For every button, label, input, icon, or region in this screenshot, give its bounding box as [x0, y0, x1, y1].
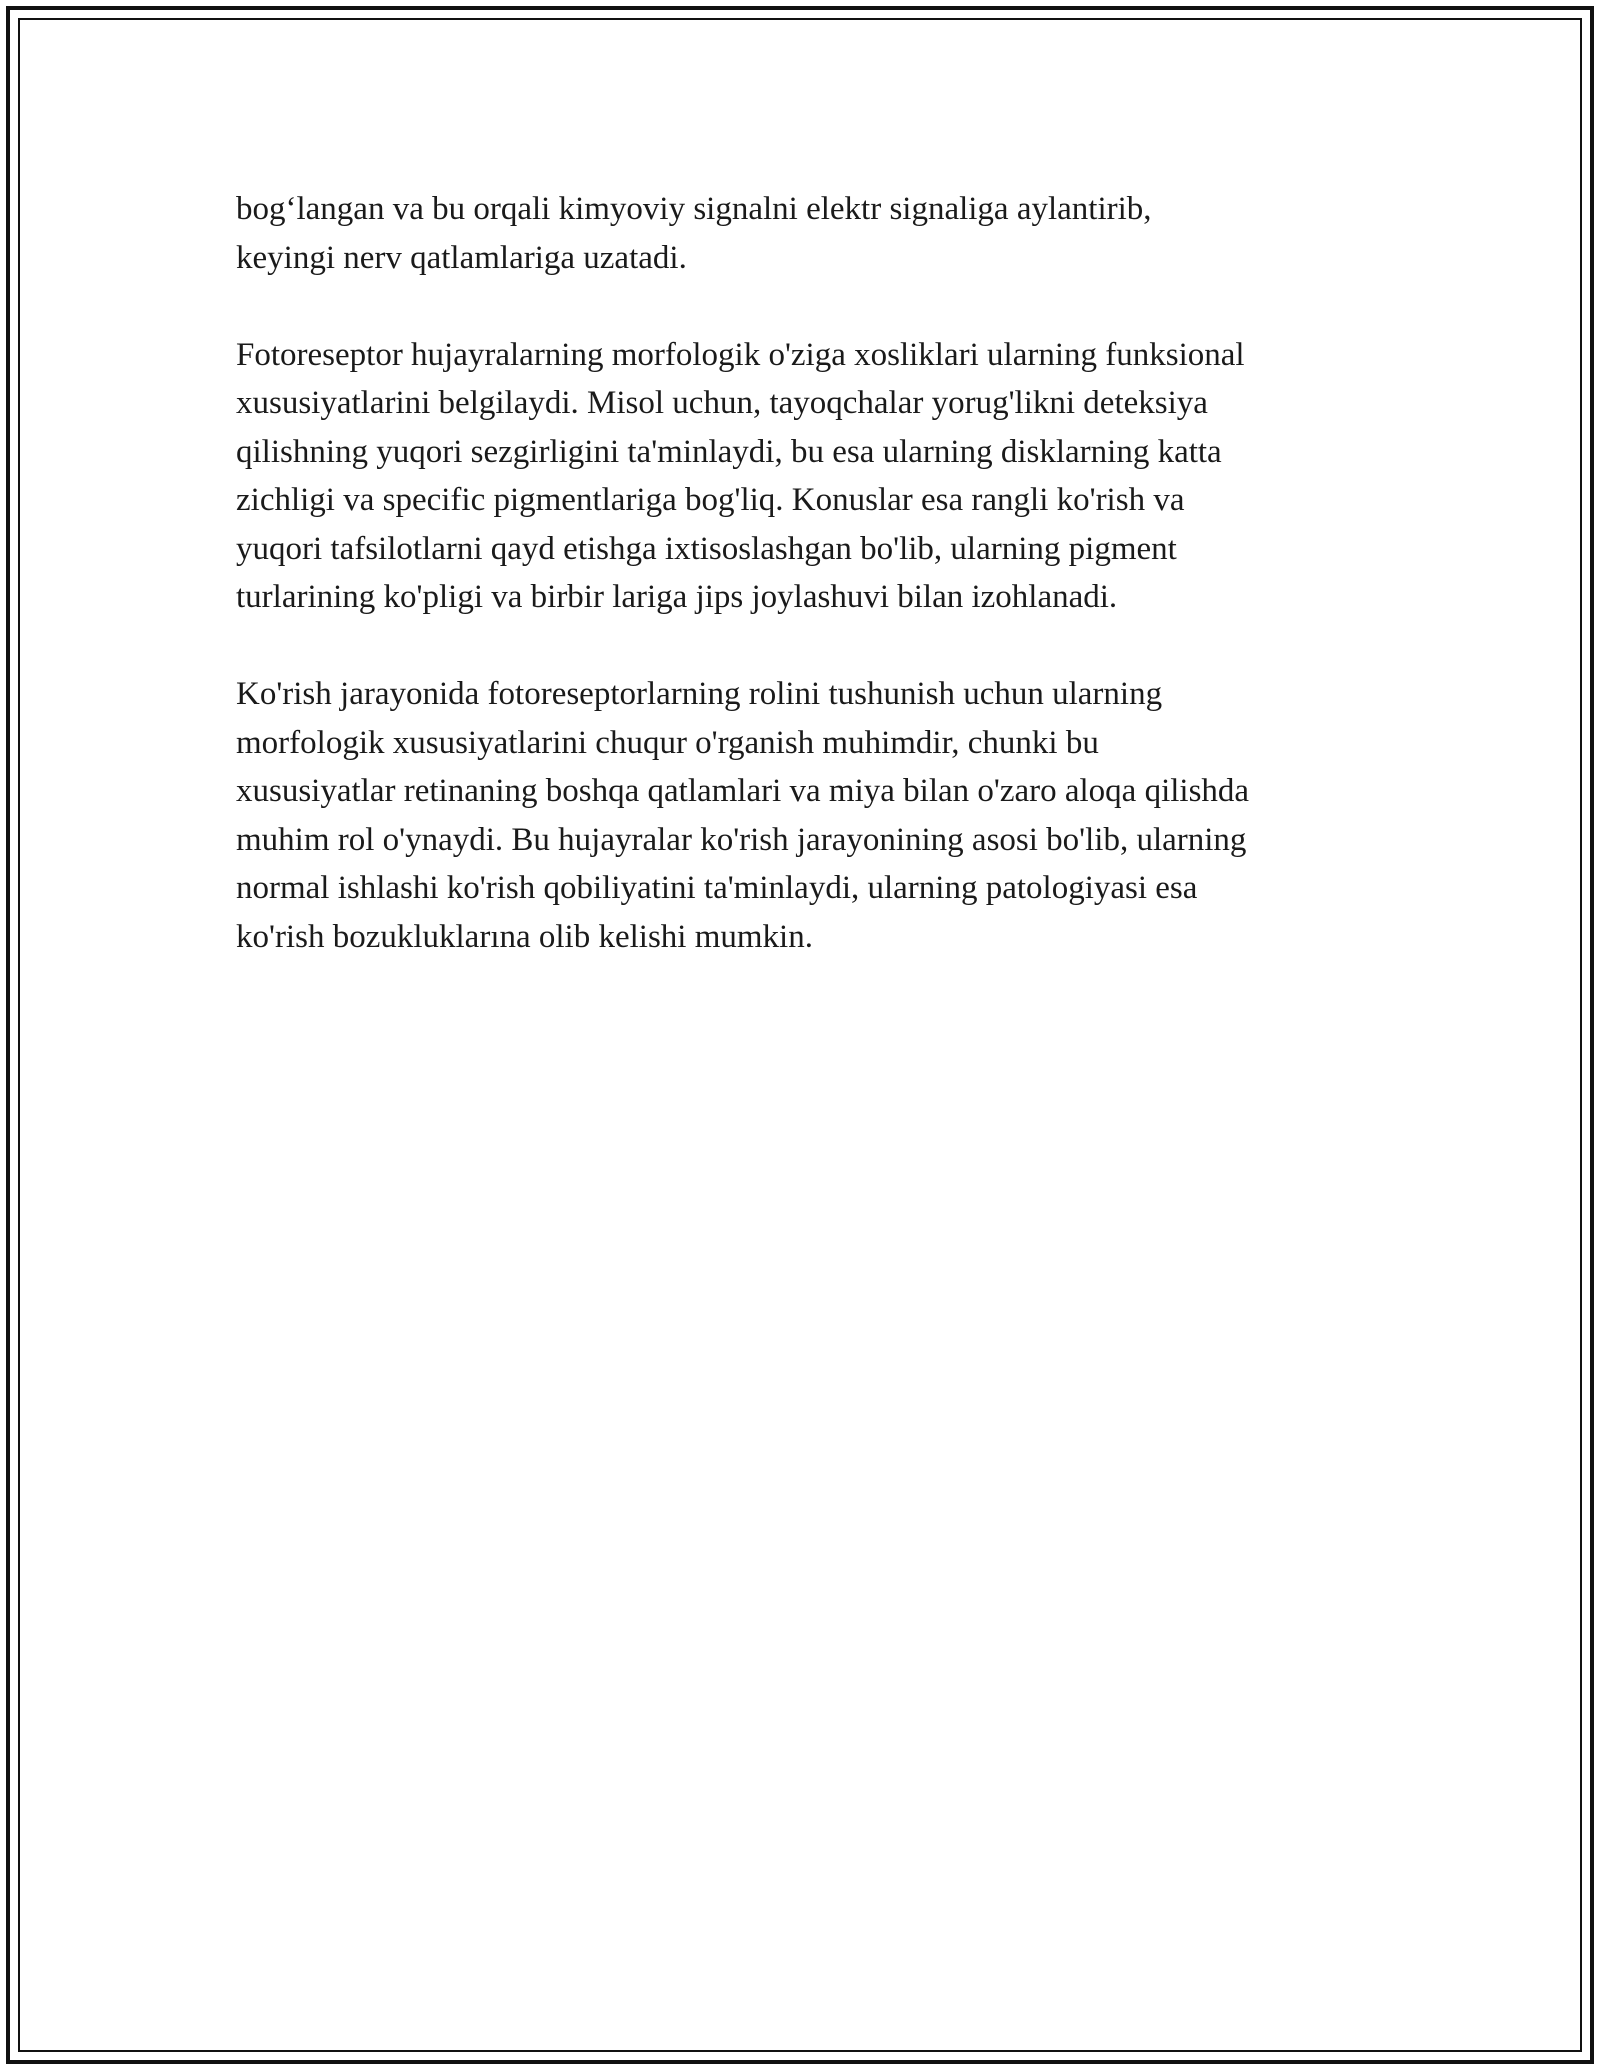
paragraph-line: ko'rish bozukluklarına olib kelishi mumkin.	[236, 918, 813, 955]
paragraph-2	[236, 331, 1416, 622]
paragraph-line: Fotoreseptor hujayralarning morfologik o'ziga xosliklari ularning funksional	[236, 336, 1245, 373]
paragraph-line: Ko'rish jarayonida fotoreseptorlarning rolini tushunish uchun ularning	[236, 676, 1163, 712]
paragraph-line: bog‘langan va bu orqali kimyoviy signalni elektr signaliga aylantirib,	[236, 191, 1152, 227]
paragraph-3	[236, 670, 1416, 961]
paragraph-line: qilishning yuqori sezgirligini ta'minlaydi, bu esa ularning disklarning katta	[236, 433, 1222, 470]
paragraph-line: yuqori tafsilotlarni qayd etishga ixtisoslashgan bo'lib, ularning pigment	[236, 530, 1177, 567]
paragraph-1	[236, 185, 1416, 282]
paragraph-line: muhim rol o'ynaydi. Bu hujayralar ko'rish jarayonining asosi bo'lib, ularning	[236, 821, 1247, 858]
document-body	[236, 185, 1416, 1010]
paragraph-line: zichligi va specific pigmentlariga bog'liq. Konuslar esa rangli ko'rish va	[236, 482, 1185, 518]
paragraph-line: xususiyatlarini belgilaydi. Misol uchun, tayoqchalar yorug'likni deteksiya	[236, 385, 1208, 421]
paragraph-line: turlarining ko'pligi va birbir lariga jips joylashuvi bilan izohlanadi.	[236, 579, 1118, 615]
paragraph-line: normal ishlashi ko'rish qobiliyatini ta'minlaydi, ularning patologiyasi esa	[236, 870, 1198, 906]
paragraph-line: keyingi nerv qatlamlariga uzatadi.	[236, 239, 687, 276]
paragraph-line: morfologik xususiyatlarini chuqur o'rganish muhimdir, chunki bu	[236, 724, 1099, 761]
paragraph-line: xususiyatlar retinaning boshqa qatlamlari va miya bilan o'zaro aloqa qilishda	[236, 773, 1250, 809]
